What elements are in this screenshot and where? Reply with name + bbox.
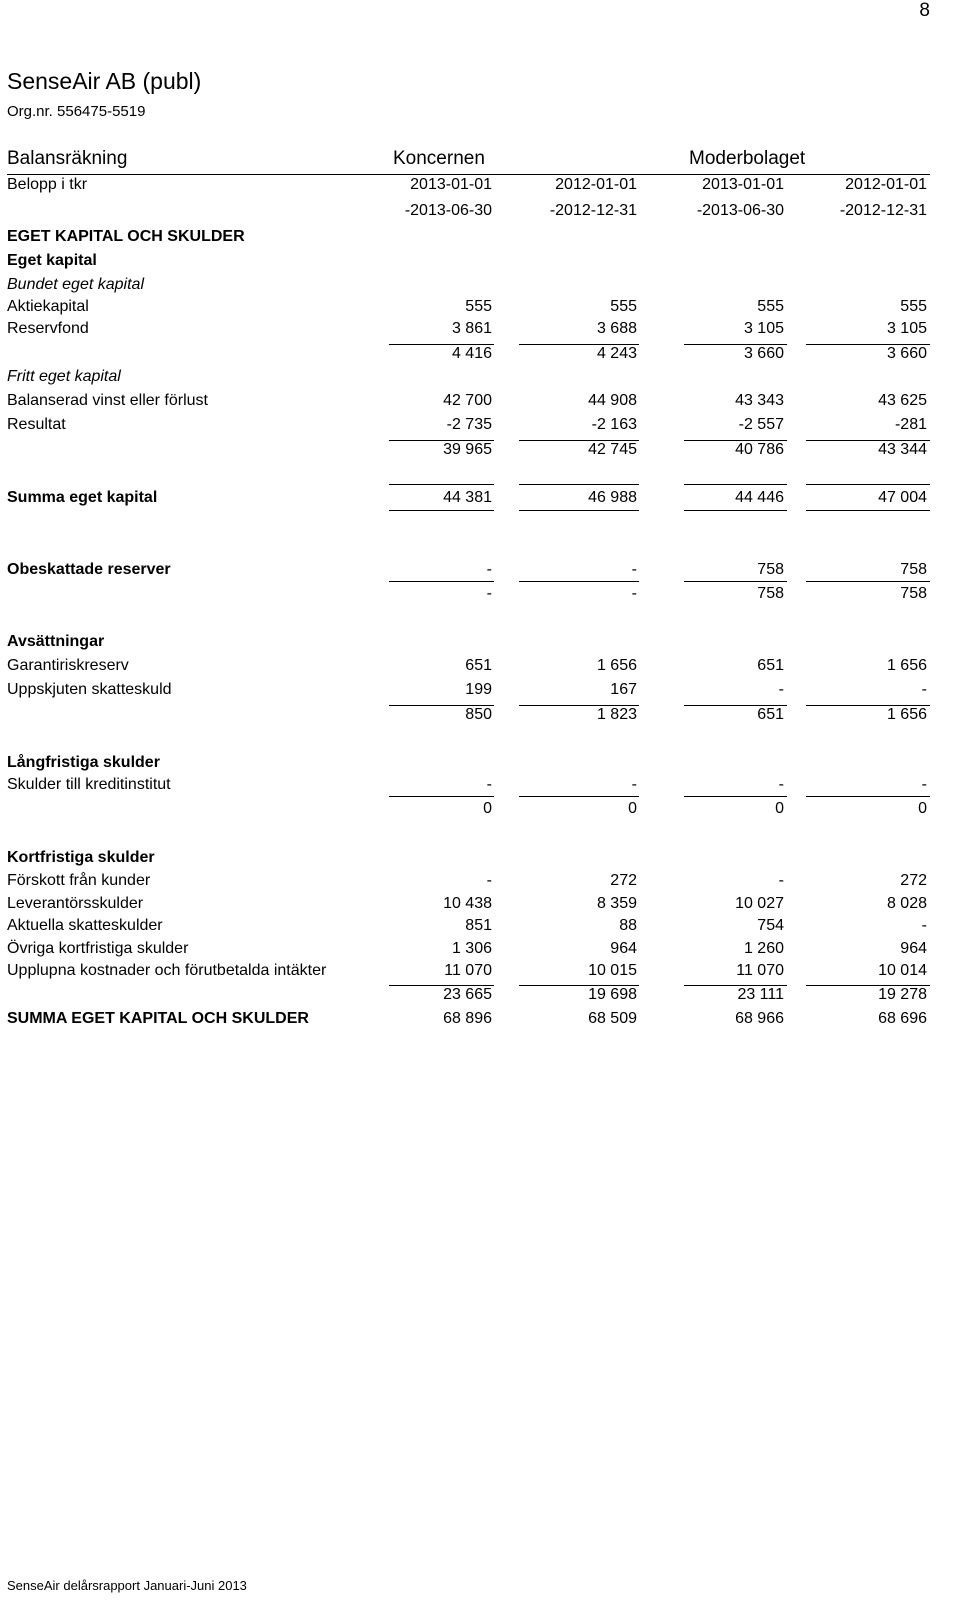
- row-value: 1 656: [596, 657, 637, 674]
- row-label: Balanserad vinst eller förlust: [7, 392, 208, 409]
- row-value: 758: [900, 561, 927, 578]
- row-value: 40 786: [735, 441, 784, 458]
- period-from-1: 2013-01-01: [410, 176, 492, 193]
- column-rule: [806, 796, 930, 797]
- row-value: 10 014: [878, 962, 927, 979]
- period-from-2: 2012-01-01: [555, 176, 637, 193]
- column-rule: [806, 985, 930, 986]
- column-rule: [806, 440, 930, 441]
- row-value: 23 665: [443, 986, 492, 1003]
- row-label: Fritt eget kapital: [7, 368, 121, 385]
- row-value: 1 656: [886, 657, 927, 674]
- column-rule: [519, 985, 639, 986]
- row-value: -: [486, 561, 492, 578]
- row-value: 555: [465, 298, 492, 315]
- row-value: 850: [465, 706, 492, 723]
- header-rule: [7, 174, 930, 175]
- column-rule: [684, 510, 787, 511]
- row-value: 555: [757, 298, 784, 315]
- row-value: 3 660: [743, 345, 784, 362]
- row-value: -2 735: [446, 416, 492, 433]
- row-value: 272: [610, 872, 637, 889]
- row-value: 43 625: [878, 392, 927, 409]
- row-value: 0: [775, 800, 784, 817]
- column-rule: [389, 484, 494, 485]
- row-value: -: [921, 776, 927, 793]
- row-label: Kortfristiga skulder: [7, 849, 155, 866]
- row-value: 555: [610, 298, 637, 315]
- row-value: 19 698: [588, 986, 637, 1003]
- row-label: Bundet eget kapital: [7, 276, 144, 293]
- row-label: Resultat: [7, 416, 66, 433]
- period-to-3: -2013-06-30: [696, 202, 784, 219]
- column-rule: [519, 705, 639, 706]
- row-label: Avsättningar: [7, 633, 105, 650]
- row-value: 555: [900, 298, 927, 315]
- row-value: 88: [619, 917, 637, 934]
- row-value: 1 306: [451, 940, 492, 957]
- row-value: 0: [918, 800, 927, 817]
- column-rule: [389, 796, 494, 797]
- row-value: 851: [465, 917, 492, 934]
- column-rule: [684, 985, 787, 986]
- row-value: 46 988: [588, 489, 637, 506]
- row-value: 68 966: [735, 1010, 784, 1027]
- row-value: -: [921, 917, 927, 934]
- row-value: 3 105: [743, 320, 784, 337]
- column-rule: [806, 484, 930, 485]
- row-value: 758: [900, 585, 927, 602]
- column-rule: [806, 705, 930, 706]
- page-number: 8: [919, 0, 930, 21]
- column-rule: [806, 344, 930, 345]
- row-label: Reservfond: [7, 320, 89, 337]
- period-to-1: -2013-06-30: [404, 202, 492, 219]
- row-value: 10 015: [588, 962, 637, 979]
- row-value: 19 278: [878, 986, 927, 1003]
- period-from-4: 2012-01-01: [845, 176, 927, 193]
- row-label: Aktuella skatteskulder: [7, 917, 163, 934]
- row-value: -: [921, 681, 927, 698]
- period-from-3: 2013-01-01: [702, 176, 784, 193]
- row-label: Skulder till kreditinstitut: [7, 776, 171, 793]
- row-value: 3 861: [451, 320, 492, 337]
- row-value: 47 004: [878, 489, 927, 506]
- row-value: -: [778, 776, 784, 793]
- row-value: 3 688: [596, 320, 637, 337]
- statement-title: Balansräkning: [7, 148, 128, 169]
- column-rule: [389, 985, 494, 986]
- row-value: 23 111: [737, 986, 784, 1003]
- column-rule: [389, 510, 494, 511]
- column-rule: [684, 581, 787, 582]
- row-value: 68 896: [443, 1010, 492, 1027]
- row-label: Upplupna kostnader och förutbetalda intäkter: [7, 962, 327, 979]
- row-value: -: [631, 776, 637, 793]
- row-label: Långfristiga skulder: [7, 754, 160, 771]
- column-rule: [684, 484, 787, 485]
- row-value: 1 656: [886, 706, 927, 723]
- row-value: -: [486, 585, 492, 602]
- row-value: 68 696: [878, 1010, 927, 1027]
- row-value: 964: [610, 940, 637, 957]
- row-value: 167: [610, 681, 637, 698]
- row-value: -2 163: [591, 416, 637, 433]
- row-value: -: [486, 776, 492, 793]
- row-label: Eget kapital: [7, 252, 97, 269]
- column-rule: [519, 484, 639, 485]
- row-value: 272: [900, 872, 927, 889]
- column-rule: [519, 796, 639, 797]
- row-value: 651: [757, 657, 784, 674]
- row-value: 11 070: [444, 962, 492, 979]
- row-value: 199: [465, 681, 492, 698]
- column-rule: [389, 440, 494, 441]
- row-value: 0: [628, 800, 637, 817]
- row-value: 43 343: [735, 392, 784, 409]
- row-value: 68 509: [588, 1010, 637, 1027]
- unit-label: Belopp i tkr: [7, 176, 88, 193]
- row-value: 0: [483, 800, 492, 817]
- row-label: Aktiekapital: [7, 298, 89, 315]
- row-value: 3 105: [886, 320, 927, 337]
- company-name: SenseAir AB (publ): [7, 68, 202, 94]
- row-value: -: [778, 872, 784, 889]
- group-header-koncernen: Koncernen: [393, 148, 485, 169]
- column-rule: [389, 581, 494, 582]
- row-value: 651: [465, 657, 492, 674]
- column-rule: [389, 344, 494, 345]
- row-value: 964: [900, 940, 927, 957]
- row-value: -281: [894, 416, 927, 433]
- row-value: 44 446: [735, 489, 784, 506]
- row-value: 4 416: [451, 345, 492, 362]
- row-value: 754: [757, 917, 784, 934]
- row-label: Obeskattade reserver: [7, 561, 171, 578]
- row-value: 11 070: [736, 962, 784, 979]
- column-rule: [519, 344, 639, 345]
- row-value: 10 027: [735, 895, 784, 912]
- group-header-moderbolaget: Moderbolaget: [689, 148, 806, 169]
- row-value: -: [486, 872, 492, 889]
- column-rule: [684, 705, 787, 706]
- row-value: 3 660: [886, 345, 927, 362]
- row-value: 42 745: [588, 441, 637, 458]
- period-to-2: -2012-12-31: [549, 202, 637, 219]
- row-label: Garantiriskreserv: [7, 657, 129, 674]
- row-value: 8 359: [596, 895, 637, 912]
- footer-text: SenseAir delårsrapport Januari-Juni 2013: [7, 1578, 247, 1593]
- row-value: 8 028: [886, 895, 927, 912]
- row-value: 44 908: [588, 392, 637, 409]
- row-value: -2 557: [738, 416, 784, 433]
- row-value: 43 344: [878, 441, 927, 458]
- row-value: 651: [757, 706, 784, 723]
- column-rule: [684, 796, 787, 797]
- column-rule: [519, 581, 639, 582]
- row-value: -: [631, 585, 637, 602]
- row-value: 758: [757, 561, 784, 578]
- row-value: 39 965: [443, 441, 492, 458]
- row-value: -: [631, 561, 637, 578]
- period-to-4: -2012-12-31: [839, 202, 927, 219]
- column-rule: [684, 344, 787, 345]
- org-number: Org.nr. 556475-5519: [7, 103, 146, 120]
- column-rule: [519, 440, 639, 441]
- row-label: Leverantörsskulder: [7, 895, 144, 912]
- row-value: 1 823: [596, 706, 637, 723]
- row-value: 1 260: [743, 940, 784, 957]
- row-value: 10 438: [443, 895, 492, 912]
- row-value: 4 243: [596, 345, 637, 362]
- row-value: 42 700: [443, 392, 492, 409]
- column-rule: [806, 510, 930, 511]
- row-value: -: [778, 681, 784, 698]
- column-rule: [389, 705, 494, 706]
- row-value: 44 381: [443, 489, 492, 506]
- row-label: EGET KAPITAL OCH SKULDER: [7, 228, 245, 245]
- column-rule: [806, 581, 930, 582]
- column-rule: [684, 440, 787, 441]
- row-label: Övriga kortfristiga skulder: [7, 940, 189, 957]
- column-rule: [519, 510, 639, 511]
- row-label: Uppskjuten skatteskuld: [7, 681, 172, 698]
- row-value: 758: [757, 585, 784, 602]
- row-label: Summa eget kapital: [7, 489, 158, 506]
- row-label: SUMMA EGET KAPITAL OCH SKULDER: [7, 1010, 309, 1027]
- row-label: Förskott från kunder: [7, 872, 151, 889]
